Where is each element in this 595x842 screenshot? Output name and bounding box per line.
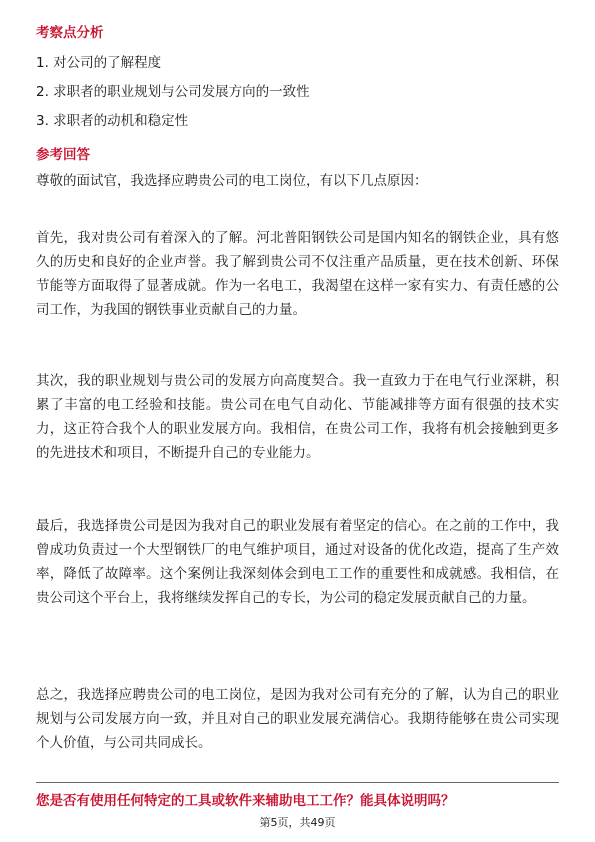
analysis-item-1: 1. 对公司的了解程度 bbox=[36, 55, 162, 71]
answer-heading: 参考回答 bbox=[36, 147, 90, 163]
answer-paragraph-4: 总之，我选择应聘贵公司的电工岗位，是因为我对公司有充分的了解，认为自己的职业规划与公司发展方向一致，并且对自己的职业发展充满信心。我期待能够在贵公司实现个人价值，与公司共同成长。 bbox=[36, 687, 559, 751]
answer-paragraph-1: 首先，我对贵公司有着深入的了解。河北普阳钢铁公司是国内知名的钢铁企业，具有悠久的历史和良好的企业声誉。我了解到贵公司不仅注重产品质量，更在技术创新、环保节能等方面取得了显著成就。作为一名电工，我渴望在这样一家有实力、有责任感的公司工作，为我国的钢铁事业贡献自己的力量。 bbox=[36, 230, 559, 318]
answer-intro: 尊敬的面试官，我选择应聘贵公司的电工岗位，有以下几点原因： bbox=[36, 173, 428, 189]
next-question: 您是否有使用任何特定的工具或软件来辅助电工工作？能具体说明吗？ bbox=[36, 793, 455, 809]
analysis-item-3: 3. 求职者的动机和稳定性 bbox=[36, 113, 189, 129]
divider-line bbox=[36, 782, 559, 783]
analysis-item-2: 2. 求职者的职业规划与公司发展方向的一致性 bbox=[36, 84, 310, 100]
answer-paragraph-2: 其次，我的职业规划与贵公司的发展方向高度契合。我一直致力于在电气行业深耕，积累了丰富的电工经验和技能。贵公司在电气自动化、节能减排等方面有很强的技术实力，这正符合我个人的职业发展方向。我相信，在贵公司工作，我将有机会接触到更多的先进技术和项目，不断提升自己的专业能力。 bbox=[36, 373, 559, 461]
answer-paragraph-3: 最后，我选择贵公司是因为我对自己的职业发展有着坚定的信心。在之前的工作中，我曾成功负责过一个大型钢铁厂的电气维护项目，通过对设备的优化改造，提高了生产效率，降低了故障率。这个案例让我深刻体会到电工工作的重要性和成就感。我相信，在贵公司这个平台上，我将继续发挥自己的专长，为公司的稳定发展贡献自己的力量。 bbox=[36, 518, 559, 606]
analysis-heading: 考察点分析 bbox=[36, 25, 104, 41]
page-number: 第5页，共49页 bbox=[259, 816, 336, 829]
